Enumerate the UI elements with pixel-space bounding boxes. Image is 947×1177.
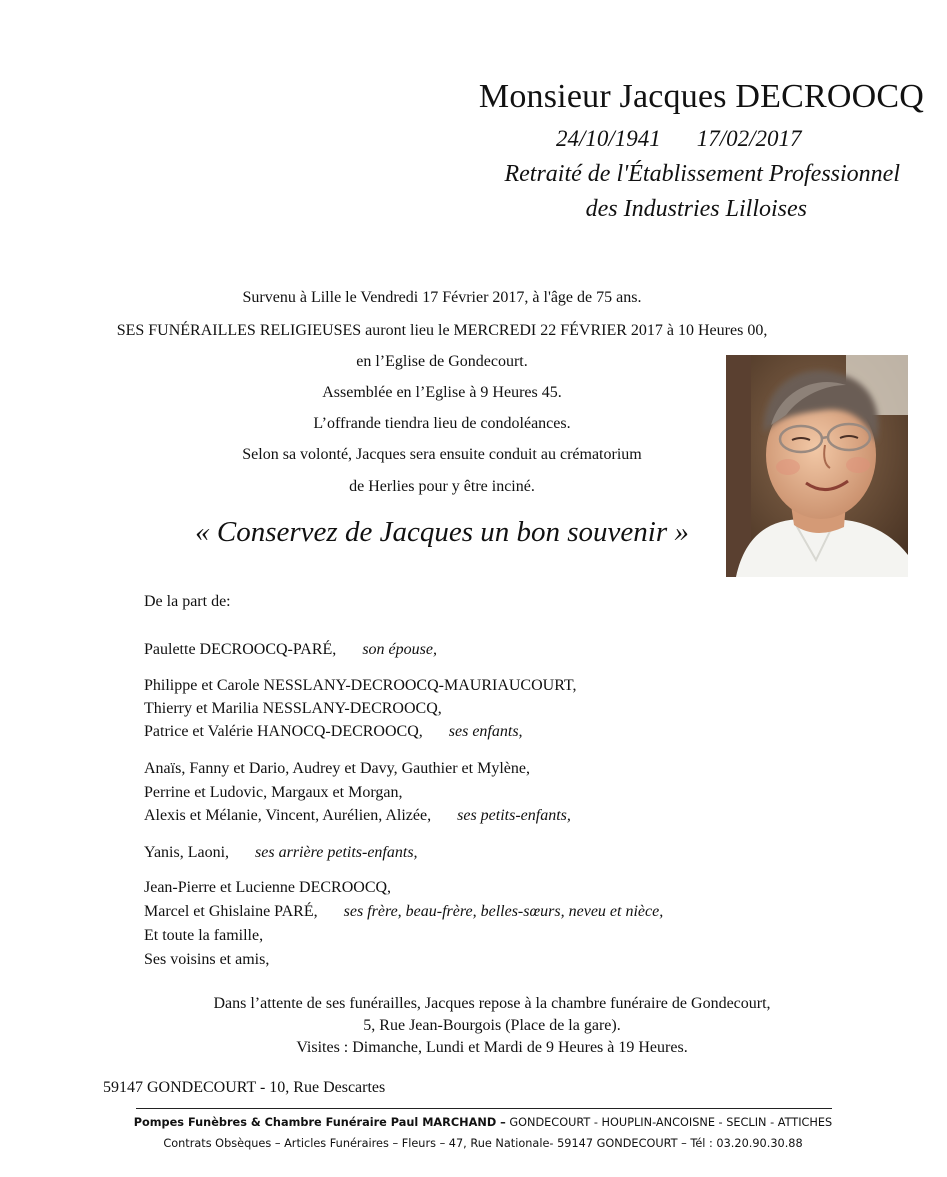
footer-company: Pompes Funèbres & Chambre Funéraire Paul MARCHAND – bbox=[133, 1116, 506, 1129]
child-line bbox=[144, 723, 523, 741]
grandchildren-relation: ses petits-enfants, bbox=[457, 807, 571, 824]
sibling-names: Marcel et Ghislaine PARÉ, bbox=[144, 903, 318, 920]
announcement-line: en l’Eglise de Gondecourt. bbox=[356, 353, 528, 370]
others-line: Ses voisins et amis, bbox=[144, 951, 270, 968]
sibling-line bbox=[144, 903, 663, 921]
announcement-line: Selon sa volonté, Jacques sera ensuite conduit au crématorium bbox=[242, 446, 642, 463]
child-name: Patrice et Valérie HANOCQ-DECROOCQ, bbox=[144, 723, 423, 740]
occupation-line-1: Retraité de l'Établissement Professionnel bbox=[504, 161, 900, 187]
grandchild-names: Alexis et Mélanie, Vincent, Aurélien, Alizée, bbox=[144, 807, 432, 824]
death-date: 17/02/2017 bbox=[696, 126, 802, 151]
spouse-line bbox=[144, 641, 437, 659]
footer-company-line bbox=[0, 1116, 947, 1129]
others-line: Et toute la famille, bbox=[144, 927, 264, 944]
great-grandchild-line bbox=[144, 844, 418, 862]
children-relation: ses enfants, bbox=[448, 723, 523, 740]
grandchild-line: Perrine et Ludovic, Margaux et Morgan, bbox=[144, 784, 403, 801]
announcement-line: L’offrande tiendra lieu de condoléances. bbox=[313, 415, 571, 432]
family-address: 59147 GONDECOURT - 10, Rue Descartes bbox=[103, 1079, 386, 1096]
announcement-line: de Herlies pour y être inciné. bbox=[349, 478, 535, 495]
rest-line: Visites : Dimanche, Lundi et Mardi de 9 Heures à 19 Heures. bbox=[296, 1039, 688, 1056]
footer-locations: GONDECOURT - HOUPLIN-ANCOISNE - SECLIN - ATTICHES bbox=[509, 1116, 833, 1129]
great-grandchild-names: Yanis, Laoni, bbox=[144, 844, 230, 861]
sibling-line: Jean-Pierre et Lucienne DECROOCQ, bbox=[144, 879, 392, 896]
great-grandchildren-relation: ses arrière petits-enfants, bbox=[255, 844, 418, 861]
footer-divider bbox=[136, 1108, 832, 1109]
occupation-line-2: des Industries Lilloises bbox=[585, 196, 807, 222]
grandchild-line bbox=[144, 807, 571, 825]
spouse-relation: son épouse, bbox=[362, 641, 437, 658]
memorial-quote: « Conservez de Jacques un bon souvenir » bbox=[195, 516, 689, 548]
birth-date: 24/10/1941 bbox=[556, 126, 661, 151]
grandchild-line: Anaïs, Fanny et Dario, Audrey et Davy, Gauthier et Mylène, bbox=[144, 760, 530, 777]
announcement-line: SES FUNÉRAILLES RELIGIEUSES auront lieu le MERCREDI 22 FÉVRIER 2017 à 10 Heures 00, bbox=[116, 322, 768, 339]
family-intro: De la part de: bbox=[144, 593, 231, 610]
rest-line: 5, Rue Jean-Bourgois (Place de la gare). bbox=[363, 1017, 621, 1034]
life-dates bbox=[556, 126, 802, 152]
spouse-name: Paulette DECROOCQ-PARÉ, bbox=[144, 641, 337, 658]
siblings-relation: ses frère, beau-frère, belles-sœurs, neveu et nièce, bbox=[343, 903, 664, 920]
deceased-name: Monsieur Jacques DECROOCQ bbox=[478, 78, 924, 115]
portrait-photo bbox=[726, 355, 908, 577]
footer-services: Contrats Obsèques – Articles Funéraires – Fleurs – 47, Rue Nationale- 59147 GONDECOURT – Tél : 03.20.90.30.88 bbox=[163, 1137, 803, 1150]
announcement-line: Assemblée en l’Eglise à 9 Heures 45. bbox=[322, 384, 562, 401]
announcement-line: Survenu à Lille le Vendredi 17 Février 2017, à l'âge de 75 ans. bbox=[242, 289, 642, 306]
child-line: Thierry et Marilia NESSLANY-DECROOCQ, bbox=[144, 700, 442, 717]
rest-line: Dans l’attente de ses funérailles, Jacques repose à la chambre funéraire de Gondecourt, bbox=[213, 995, 771, 1012]
child-line: Philippe et Carole NESSLANY-DECROOCQ-MAURIAUCOURT, bbox=[144, 677, 577, 694]
